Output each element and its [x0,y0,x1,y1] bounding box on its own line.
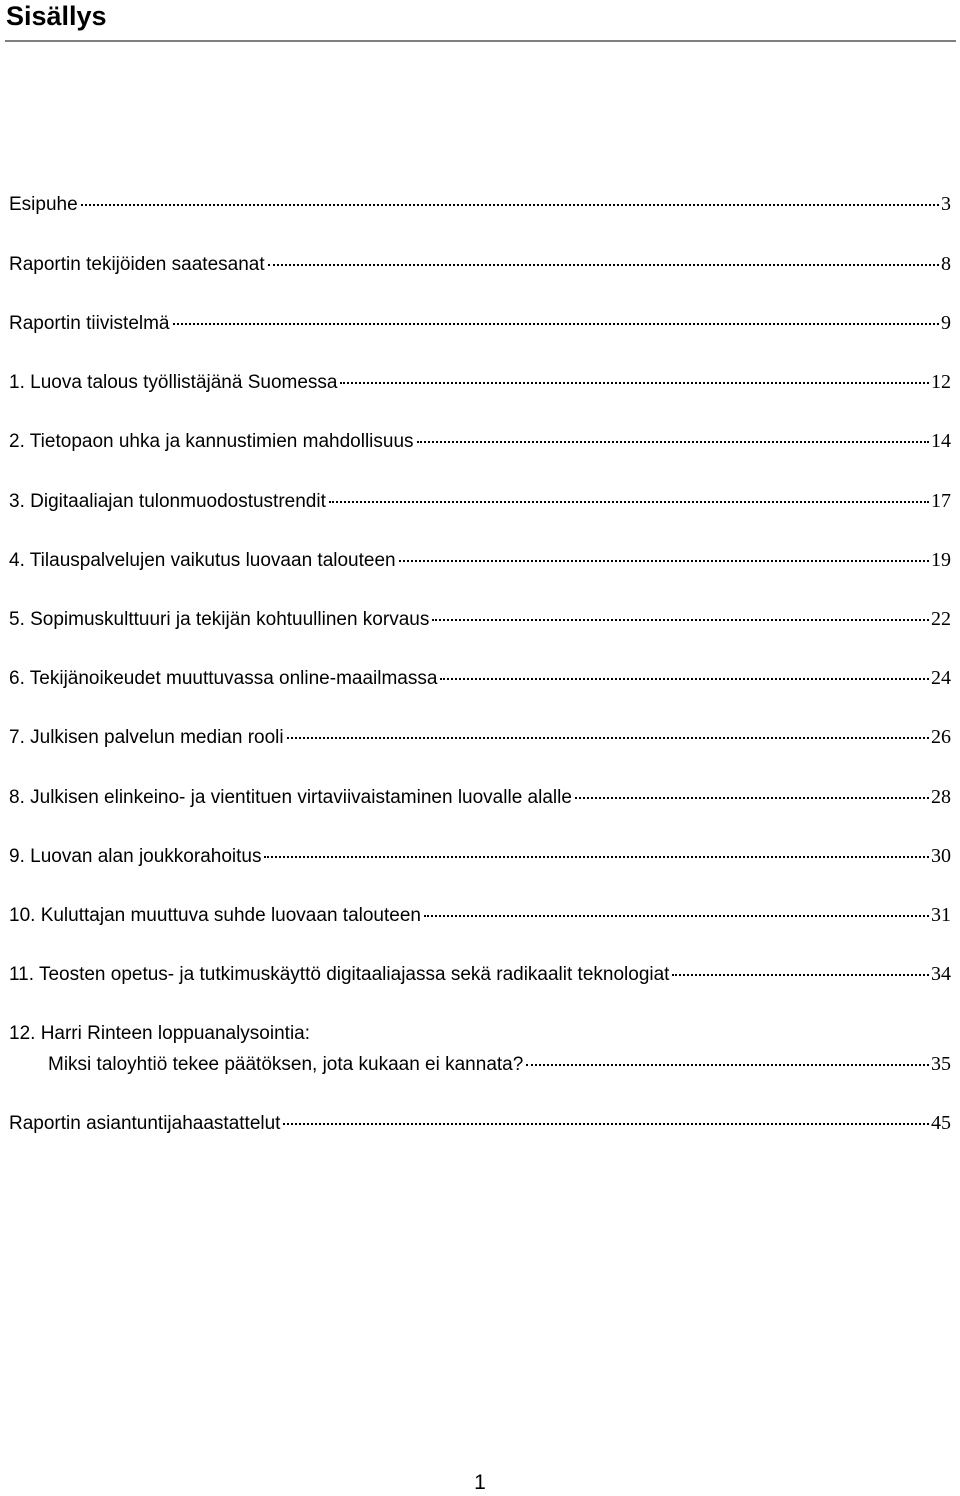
toc-entry-label: 1. Luova talous työllistäjänä Suomessa [9,372,338,393]
dot-leader [283,1123,929,1125]
toc-entry-esipuhe[interactable] [9,192,951,217]
toc-entry-page: 17 [931,490,951,512]
toc-entry-chapter-12[interactable] [9,1052,951,1077]
toc-entry-label: Raportin tiivistelmä [9,313,170,334]
toc-entry-label: 3. Digitaaliajan tulonmuodostustrendit [9,491,326,512]
page-title: Sisällys [6,1,107,31]
toc-entry-page: 28 [931,786,951,808]
toc-entry-page: 19 [931,549,951,571]
toc-entry-page: 3 [941,193,951,215]
toc-entry-chapter-12-heading[interactable]: 12. Harri Rinteen loppuanalysointia: [9,1023,311,1044]
toc-entry-page: 30 [931,845,951,867]
toc-entry-chapter-4[interactable] [9,548,951,573]
toc-entry-chapter-8[interactable] [9,785,951,810]
toc-entry-label: 8. Julkisen elinkeino- ja vientituen virtaviivaistaminen luovalle alalle [9,787,572,808]
toc-entry-page: 45 [931,1112,951,1134]
dot-leader [417,441,929,443]
toc-entry-label: 9. Luovan alan joukkorahoitus [9,846,262,867]
dot-leader [432,619,929,621]
toc-entry-asiantuntijahaastattelut[interactable] [9,1111,951,1136]
toc-entry-page: 34 [931,963,951,985]
toc-entry-chapter-6[interactable] [9,666,951,691]
page-number: 1 [474,1471,486,1494]
dot-leader [399,560,929,562]
dot-leader [424,915,929,917]
dot-leader [526,1064,929,1066]
toc-entry-page: 26 [931,726,951,748]
toc-entry-label: Miksi taloyhtiö tekee päätöksen, jota kukaan ei kannata? [48,1054,524,1075]
dot-leader [268,264,939,266]
toc-entry-page: 24 [931,667,951,689]
toc-entry-chapter-7[interactable] [9,725,951,750]
toc-entry-saatesanat[interactable] [9,252,951,277]
toc-entry-chapter-1[interactable] [9,370,951,395]
toc-entry-label: 11. Teosten opetus- ja tutkimuskäyttö digitaaliajassa sekä radikaalit teknologiat [9,964,670,985]
dot-leader [329,501,929,503]
toc-entry-page: 31 [931,904,951,926]
dot-leader [672,974,929,976]
heading-underline [5,40,956,42]
toc-entry-page: 8 [941,253,951,275]
toc-entry-label: Esipuhe [9,194,78,215]
toc-entry-page: 9 [941,312,951,334]
toc-entry-label: Raportin tekijöiden saatesanat [9,254,265,275]
dot-leader [81,204,939,206]
toc-entry-chapter-10[interactable] [9,903,951,928]
toc-entry-chapter-11[interactable] [9,962,951,987]
toc-entry-chapter-5[interactable] [9,607,951,632]
toc-entry-page: 22 [931,608,951,630]
toc-entry-tiivistelma[interactable] [9,311,951,336]
toc-entry-label: 10. Kuluttajan muuttuva suhde luovaan talouteen [9,905,421,926]
toc-entry-chapter-2[interactable] [9,429,951,454]
dot-leader [264,856,929,858]
toc-entry-page: 14 [931,430,951,452]
dot-leader [173,323,940,325]
toc-entry-label: 4. Tilauspalvelujen vaikutus luovaan talouteen [9,550,396,571]
dot-leader [340,382,929,384]
toc-entry-page: 12 [931,371,951,393]
toc-entry-chapter-9[interactable] [9,844,951,869]
toc-entry-label: Raportin asiantuntijahaastattelut [9,1113,281,1134]
toc-entry-label: 5. Sopimuskulttuuri ja tekijän kohtuullinen korvaus [9,609,430,630]
toc-entry-label: 7. Julkisen palvelun median rooli [9,727,284,748]
toc-entry-label: 2. Tietopaon uhka ja kannustimien mahdollisuus [9,431,414,452]
dot-leader [440,678,929,680]
toc-entry-label: 6. Tekijänoikeudet muuttuvassa online-maailmassa [9,668,438,689]
dot-leader [287,737,929,739]
toc-entry-page: 35 [931,1053,951,1075]
toc-entry-chapter-3[interactable] [9,489,951,514]
dot-leader [575,797,929,799]
